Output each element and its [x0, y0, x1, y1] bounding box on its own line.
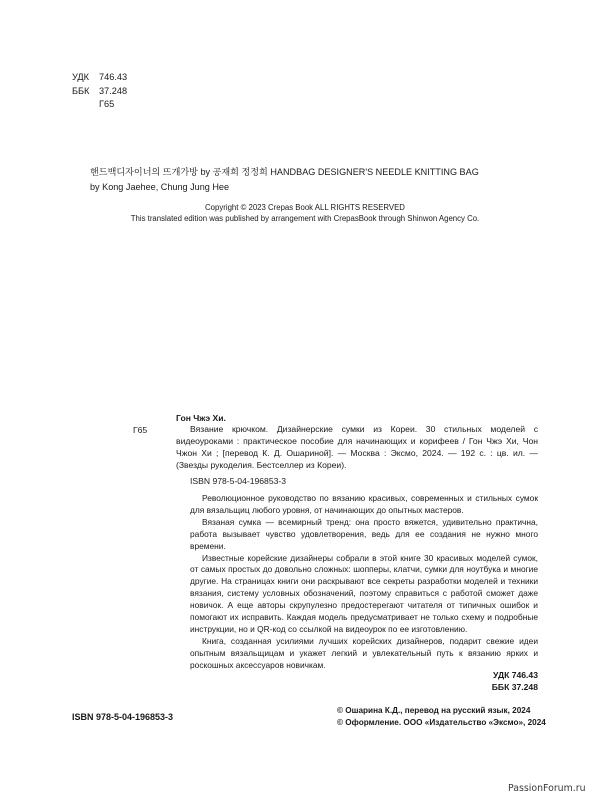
- original-title-line1: 핸드백디자이너의 뜨개가방 by 공재희 정정희 HANDBAG DESIGNER'S NEEDLE KNITTING BAG: [90, 167, 479, 177]
- udk-top: [72, 71, 127, 84]
- catalog-isbn: ISBN 978-5-04-196853-3: [190, 476, 287, 486]
- original-title-line2: by Kong Jaehee, Chung Jung Hee: [90, 181, 230, 192]
- udk-value: 746.43: [99, 72, 128, 82]
- annotation-paragraph-2: Вязаная сумка — всемирный тренд: она просто вяжется, удивительно практична, работа вызывает чувство удовлетворения, ведь для ее создания не нужно много времени.: [190, 516, 538, 551]
- udk-label: УДК: [72, 72, 89, 82]
- catalog-description: Вязание крючком. Дизайнерские сумки из Кореи. 30 стильных моделей с видеоуроками : практическое пособие для начинающих и корифеев / Гон Чжэ Хи, Чон Чжон Хи ; [перевод К. Д. Ошариной]. — Москва : Эксмо, 2024. — 192 с. : цв. ил. — (Звезды рукоделия. Бестселлер из Кореи).: [176, 424, 538, 470]
- isbn-bottom: ISBN 978-5-04-196853-3: [72, 712, 174, 722]
- original-title: [90, 167, 530, 193]
- bbk-bottom: ББК 37.248: [491, 681, 538, 692]
- copyright-line1: Copyright © 2023 Crepas Book ALL RIGHTS RESERVED: [205, 203, 405, 212]
- catalog-author: Гон Чжэ Хи.: [176, 413, 226, 423]
- catalog-mark: Г65: [133, 425, 148, 435]
- copyright-block: [100, 202, 510, 224]
- author-mark-top: Г65: [99, 99, 115, 109]
- bbk-label: ББК: [72, 86, 90, 96]
- bbk-top: [72, 85, 127, 98]
- annotation-paragraph-1: Революционное руководство по вязанию красивых, современных и стильных сумок для вязальщиц любого уровня, от начинающих до опытных мастеров.: [190, 493, 538, 515]
- udk-bottom: УДК 746.43: [493, 670, 538, 680]
- annotation-paragraph-3: Известные корейские дизайнеры собрали в этой книге 30 красивых моделей сумок, от самых простых до довольно сложных: шопперы, клатчи, сумки для ноутбука и многие другие. На страницах книги они раскрывают все секреты разработки моделей и техники вязания, систему условных обозначений, поэтому справиться с работой сможет даже новичок. А еще авторы скрупулезно предостерегают читателя от типичных ошибок и помогают их исправить. Каждая модель предусматривает не только схему и подробные инструкции, но и QR-код со ссылкой на видеоурок по ее изготовлению.: [190, 552, 538, 634]
- credits: [337, 705, 546, 729]
- copyright-line2: This translated edition was published by arrangement with CrepasBook through Shinwon Agency Co.: [130, 214, 480, 223]
- annotation-paragraph-4: Книга, созданная усилиями лучших корейских дизайнеров, подарит свежие идеи опытным вязальщицам и укажет легкий и увлекательный путь к вязанию ярких и роскошных аксессуаров новичкам.: [190, 635, 538, 670]
- bbk-value: 37.248: [99, 86, 128, 96]
- credit-design: © Оформление. ООО «Издательство «Эксмо», 2024: [337, 717, 546, 727]
- annotation: [190, 493, 538, 672]
- bottom-codes: [438, 670, 538, 694]
- watermark-text: PassionForum.ru: [508, 783, 586, 794]
- credit-translation: © Ошарина К.Д., перевод на русский язык, 2024: [337, 706, 531, 715]
